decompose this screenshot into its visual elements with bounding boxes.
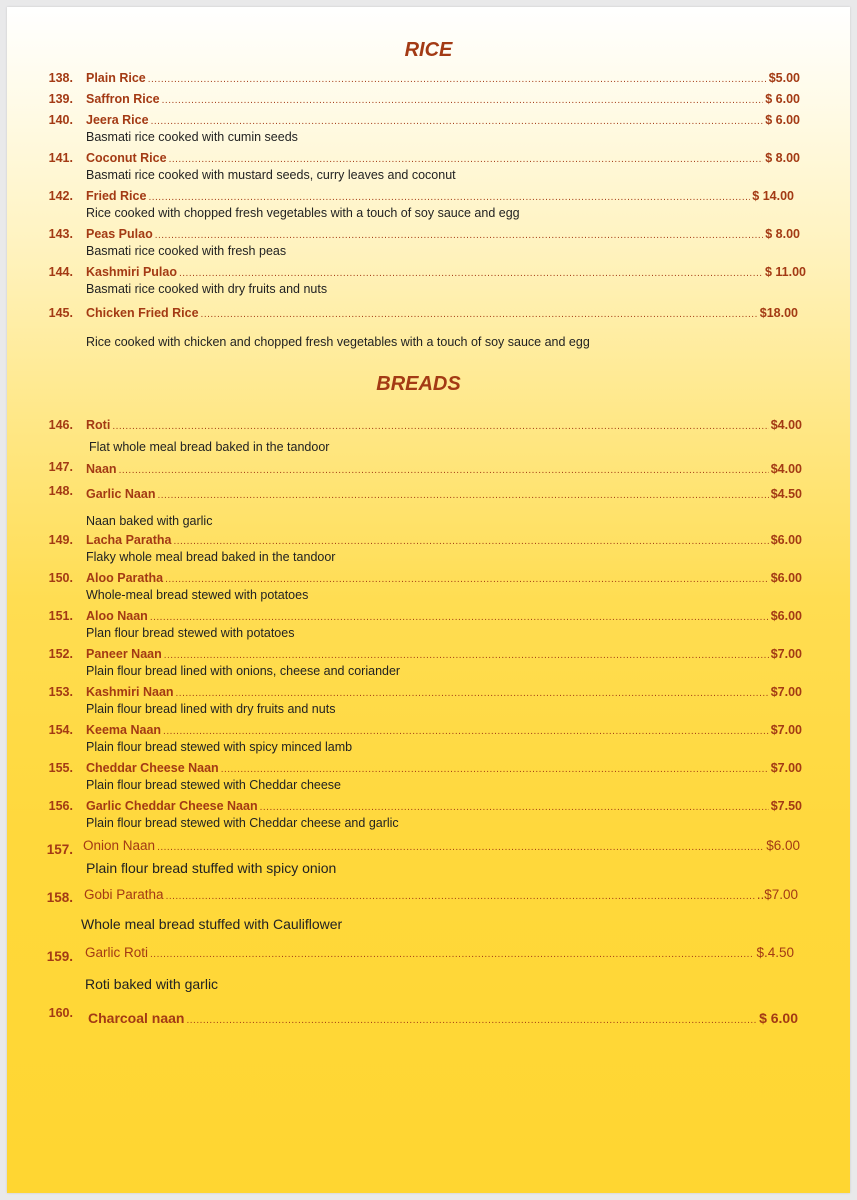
- menu-item-chicken-fried-rice: [7, 305, 850, 325]
- item-number: 156.: [48, 799, 73, 813]
- item-price: $6.00: [770, 533, 802, 547]
- item-name: Onion Naan: [83, 838, 156, 853]
- item-price: $7.00: [770, 761, 802, 775]
- item-name: Coconut Rice: [86, 151, 167, 165]
- dot-leader: [151, 114, 764, 130]
- dot-leader: [119, 463, 769, 479]
- item-number: 140.: [48, 113, 73, 127]
- item-number: 152.: [48, 647, 73, 661]
- item-number: 160.: [48, 1006, 73, 1020]
- item-price: $7.00: [770, 647, 802, 661]
- item-name: Roti: [86, 418, 111, 432]
- item-number: 141.: [48, 151, 73, 165]
- dot-leader: [150, 947, 754, 963]
- menu-item-onion-naan: [7, 838, 850, 858]
- item-name: Aloo Paratha: [86, 571, 164, 585]
- item-number: 149.: [48, 533, 73, 547]
- item-number: 139.: [48, 92, 73, 106]
- item-name: Chicken Fried Rice: [86, 306, 199, 320]
- dot-leader: [150, 610, 769, 626]
- item-price: $5.00: [768, 71, 800, 85]
- item-price: ..$7.00: [756, 887, 798, 902]
- item-description: Rice cooked with chicken and chopped fresh vegetables with a touch of soy sauce and egg: [86, 335, 590, 349]
- item-price: $ 8.00: [765, 151, 800, 165]
- item-price: $6.00: [770, 609, 802, 623]
- menu-item-plain-rice: [7, 70, 850, 90]
- dot-leader: [169, 152, 764, 168]
- item-price: $4.50: [770, 487, 802, 501]
- item-description: Basmati rice cooked with fresh peas: [86, 244, 287, 258]
- menu-item-garlic-roti: [7, 945, 850, 965]
- item-description: Whole meal bread stuffed with Cauliflower: [81, 916, 343, 932]
- item-name: Paneer Naan: [86, 647, 162, 661]
- item-number: 143.: [48, 227, 73, 241]
- item-description: Basmati rice cooked with mustard seeds, curry leaves and coconut: [86, 168, 456, 182]
- item-description: Plain flour bread stewed with spicy minced lamb: [86, 740, 353, 754]
- item-price: $ 14.00: [752, 189, 794, 203]
- breads-section-title: BREADS: [376, 373, 461, 395]
- menu-item-saffron-rice: [7, 91, 850, 111]
- item-name: Plain Rice: [86, 71, 146, 85]
- item-price: $ 6.00: [759, 1010, 798, 1026]
- dot-leader: [157, 488, 768, 504]
- item-number: 154.: [48, 723, 73, 737]
- item-name: Fried Rice: [86, 189, 147, 203]
- item-description: Flaky whole meal bread baked in the tandoor: [86, 550, 336, 564]
- dot-leader: [155, 228, 764, 244]
- menu-item-gobi-paratha: [7, 887, 850, 907]
- item-number: 153.: [48, 685, 73, 699]
- item-price: $4.00: [770, 418, 802, 432]
- dot-leader: [162, 93, 764, 109]
- dot-leader: [148, 190, 750, 206]
- item-price: $ 8.00: [765, 227, 800, 241]
- item-name: Peas Pulao: [86, 227, 153, 241]
- item-number: 144.: [48, 265, 73, 279]
- item-number: 146.: [48, 418, 73, 432]
- dot-leader: [165, 572, 769, 588]
- dot-leader: [163, 724, 769, 740]
- item-price: $7.00: [770, 685, 802, 699]
- item-description: Plain flour bread stuffed with spicy onion: [86, 860, 337, 876]
- dot-leader: [164, 648, 769, 664]
- dot-leader: [166, 889, 755, 905]
- dot-leader: [148, 72, 767, 88]
- item-description: Rice cooked with chopped fresh vegetables with a touch of soy sauce and egg: [86, 206, 520, 220]
- item-name: Kashmiri Naan: [86, 685, 174, 699]
- dot-leader: [112, 419, 768, 435]
- item-price: $7.50: [770, 799, 802, 813]
- item-name: Charcoal naan: [88, 1010, 185, 1026]
- item-number: 148.: [48, 484, 73, 498]
- item-name: Saffron Rice: [86, 92, 160, 106]
- item-name: Gobi Paratha: [84, 887, 164, 902]
- menu-item-charcoal-naan: [7, 1007, 850, 1027]
- menu-item-naan: [7, 461, 850, 481]
- item-number: 158.: [46, 890, 73, 905]
- item-number: 155.: [48, 761, 73, 775]
- item-description: Roti baked with garlic: [85, 976, 219, 992]
- item-name: Naan: [86, 462, 117, 476]
- dot-leader: [173, 534, 768, 550]
- item-price: $ 11.00: [764, 265, 806, 279]
- item-name: Garlic Naan: [86, 487, 156, 501]
- item-description: Basmati rice cooked with dry fruits and nuts: [86, 282, 328, 296]
- item-number: 138.: [48, 71, 73, 85]
- item-description: Plain flour bread lined with onions, cheese and coriander: [86, 664, 401, 678]
- item-number: 142.: [48, 189, 73, 203]
- menu-item-garlic-naan: [7, 486, 850, 506]
- item-price: $ 6.00: [765, 113, 800, 127]
- item-name: Aloo Naan: [86, 609, 148, 623]
- item-description: Plan flour bread stewed with potatoes: [86, 626, 295, 640]
- item-name: Cheddar Cheese Naan: [86, 761, 219, 775]
- dot-leader: [176, 686, 769, 702]
- dot-leader: [260, 800, 769, 816]
- item-description: Flat whole meal bread baked in the tandoor: [89, 440, 330, 454]
- item-number: 157.: [46, 842, 73, 857]
- dot-leader: [179, 266, 763, 282]
- item-price: $4.00: [770, 462, 802, 476]
- item-price: $7.00: [770, 723, 802, 737]
- item-number: 151.: [48, 609, 73, 623]
- dot-leader: [157, 840, 764, 856]
- item-description: Plain flour bread lined with dry fruits and nuts: [86, 702, 336, 716]
- dot-leader: [201, 307, 758, 323]
- item-name: Keema Naan: [86, 723, 162, 737]
- menu-item-roti: [7, 417, 850, 437]
- item-name: Lacha Paratha: [86, 533, 172, 547]
- item-description: Plain flour bread stewed with Cheddar cheese: [86, 778, 342, 792]
- item-description: Plain flour bread stewed with Cheddar cheese and garlic: [86, 816, 399, 830]
- item-name: Garlic Roti: [85, 945, 149, 960]
- dot-leader: [221, 762, 769, 778]
- rice-section-title: RICE: [404, 39, 453, 61]
- item-price: $ 6.00: [765, 92, 800, 106]
- item-number: 159.: [46, 949, 73, 964]
- item-name: Jeera Rice: [86, 113, 149, 127]
- item-price: $18.00: [759, 306, 798, 320]
- item-name: Kashmiri Pulao: [86, 265, 177, 279]
- item-description: Naan baked with garlic: [86, 514, 213, 528]
- item-name: Garlic Cheddar Cheese Naan: [86, 799, 258, 813]
- item-description: Whole-meal bread stewed with potatoes: [86, 588, 309, 602]
- item-price: $6.00: [770, 571, 802, 585]
- item-price: $.4.50: [756, 945, 794, 960]
- item-number: 147.: [48, 460, 73, 474]
- menu-page: [7, 7, 850, 1193]
- item-number: 150.: [48, 571, 73, 585]
- item-price: $6.00: [766, 838, 800, 853]
- item-number: 145.: [48, 306, 73, 320]
- dot-leader: [186, 1013, 757, 1029]
- item-description: Basmati rice cooked with cumin seeds: [86, 130, 298, 144]
